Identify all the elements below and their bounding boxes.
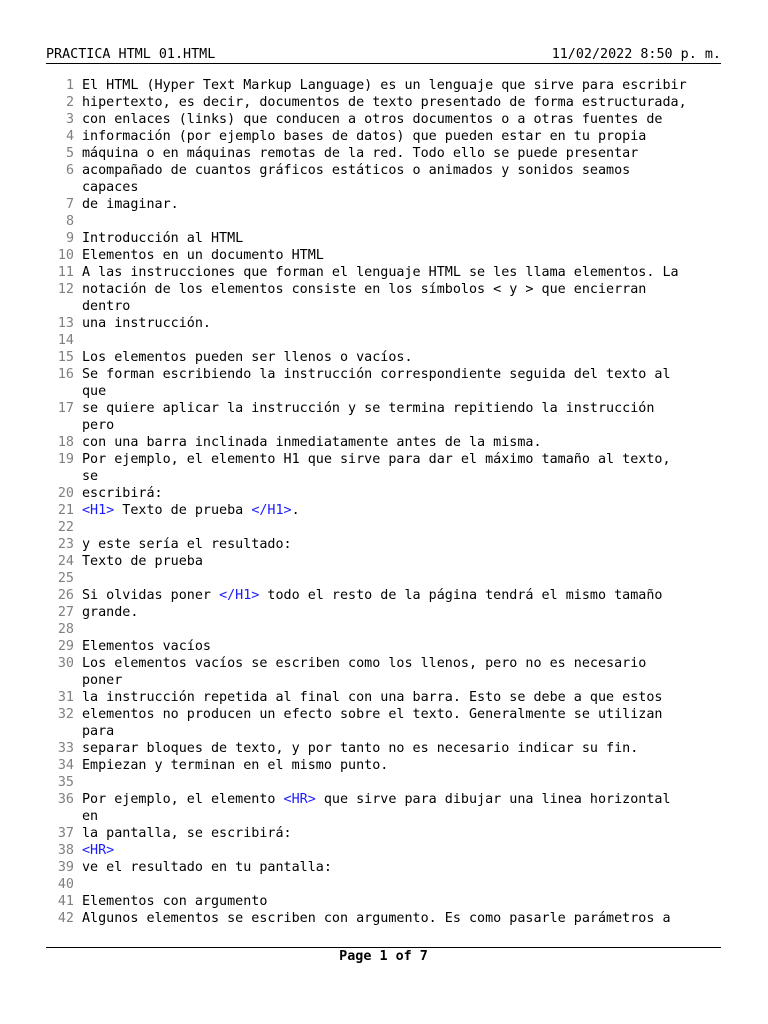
code-line xyxy=(46,621,726,638)
code-line xyxy=(46,451,726,485)
wrapped-text: dentro xyxy=(82,299,131,314)
line-number: 22 xyxy=(57,520,74,535)
code-line xyxy=(46,876,726,893)
code-line xyxy=(46,791,726,825)
line-number: 38 xyxy=(57,843,74,858)
line-number: 36 xyxy=(57,792,74,807)
line-text xyxy=(82,791,726,825)
text-segment: con enlaces (links) que conducen a otros documentos o a otras fuentes de xyxy=(82,112,663,127)
text-segment: acompañado de cuantos gráficos estáticos o animados y sonidos seamos xyxy=(82,163,631,178)
code-line xyxy=(46,587,726,604)
line-number: 15 xyxy=(57,350,74,365)
line-number: 41 xyxy=(57,894,74,909)
line-text xyxy=(82,400,726,434)
code-line xyxy=(46,774,726,791)
line-text xyxy=(82,128,726,145)
code-line xyxy=(46,332,726,349)
code-line xyxy=(46,842,726,859)
line-text xyxy=(82,485,726,502)
line-number: 23 xyxy=(57,537,74,552)
line-number: 39 xyxy=(57,860,74,875)
line-text xyxy=(82,111,726,128)
code-line xyxy=(46,247,726,264)
text-segment: Se forman escribiendo la instrucción correspondiente seguida del texto al xyxy=(82,367,671,382)
line-text xyxy=(82,570,726,587)
code-line xyxy=(46,434,726,451)
code-line xyxy=(46,536,726,553)
text-segment: Por ejemplo, el elemento H1 que sirve para dar el máximo tamaño al texto, xyxy=(82,452,671,467)
code-line xyxy=(46,638,726,655)
text-segment: información (por ejemplo bases de datos) que pueden estar en tu propia xyxy=(82,129,647,144)
code-line xyxy=(46,196,726,213)
text-segment: A las instrucciones que forman el lenguaje HTML se les llama elementos. La xyxy=(82,265,679,280)
text-segment: una instrucción. xyxy=(82,316,211,331)
text-segment: Si olvidas poner xyxy=(82,588,220,603)
line-number: 30 xyxy=(57,656,74,671)
line-text xyxy=(82,621,726,638)
line-text xyxy=(82,94,726,111)
line-text xyxy=(82,247,726,264)
text-segment: separar bloques de texto, y por tanto no es necesario indicar su fin. xyxy=(82,741,639,756)
code-line xyxy=(46,315,726,332)
code-line xyxy=(46,162,726,196)
html-tag: </H1> xyxy=(219,588,260,603)
line-text xyxy=(82,604,726,621)
line-number: 19 xyxy=(57,452,74,467)
line-number: 2 xyxy=(65,95,74,110)
line-number: 33 xyxy=(57,741,74,756)
code-line xyxy=(46,859,726,876)
code-line xyxy=(46,689,726,706)
page-number: Page 1 of 7 xyxy=(339,949,428,964)
line-number: 11 xyxy=(57,265,74,280)
code-line xyxy=(46,264,726,281)
line-text xyxy=(82,332,726,349)
line-number: 37 xyxy=(57,826,74,841)
line-text xyxy=(82,587,726,604)
text-segment: y este sería el resultado: xyxy=(82,537,292,552)
line-number: 20 xyxy=(57,486,74,501)
line-text xyxy=(82,706,726,740)
line-number: 4 xyxy=(65,129,74,144)
line-text xyxy=(82,366,726,400)
html-tag: <HR> xyxy=(82,843,115,858)
line-number: 32 xyxy=(57,707,74,722)
line-text xyxy=(82,519,726,536)
line-text xyxy=(82,893,726,910)
line-text xyxy=(82,876,726,893)
wrapped-text: capaces xyxy=(82,180,139,195)
line-text xyxy=(82,655,726,689)
page-header xyxy=(46,42,721,64)
line-text xyxy=(82,315,726,332)
code-line xyxy=(46,230,726,247)
line-number: 3 xyxy=(65,112,74,127)
code-line xyxy=(46,485,726,502)
text-segment: la pantalla, se escribirá: xyxy=(82,826,292,841)
line-text xyxy=(82,910,726,927)
text-segment: máquina o en máquinas remotas de la red. Todo ello se puede presentar xyxy=(82,146,639,161)
wrapped-text: pero xyxy=(82,418,115,433)
text-segment: Elementos con argumento xyxy=(82,894,268,909)
line-text xyxy=(82,230,726,247)
wrapped-text: para xyxy=(82,724,115,739)
line-number: 16 xyxy=(57,367,74,382)
line-number: 31 xyxy=(57,690,74,705)
line-text xyxy=(82,740,726,757)
text-segment: la instrucción repetida al final con una barra. Esto se debe a que estos xyxy=(82,690,663,705)
code-line xyxy=(46,706,726,740)
line-text xyxy=(82,757,726,774)
code-line xyxy=(46,655,726,689)
line-text xyxy=(82,689,726,706)
text-segment: Elementos vacíos xyxy=(82,639,211,654)
text-segment: Los elementos vacíos se escriben como los llenos, pero no es necesario xyxy=(82,656,647,671)
line-number: 14 xyxy=(57,333,74,348)
line-text xyxy=(82,213,726,230)
text-segment: que sirve para dibujar una linea horizontal xyxy=(315,792,671,807)
line-number: 35 xyxy=(57,775,74,790)
line-number: 24 xyxy=(57,554,74,569)
line-number: 10 xyxy=(57,248,74,263)
code-line xyxy=(46,145,726,162)
text-segment: Introducción al HTML xyxy=(82,231,244,246)
text-segment: grande. xyxy=(82,605,139,620)
wrapped-text: se xyxy=(82,469,99,484)
code-line xyxy=(46,740,726,757)
line-text xyxy=(82,196,726,213)
text-segment: ve el resultado en tu pantalla: xyxy=(82,860,332,875)
text-segment: todo el resto de la página tendrá el mismo tamaño xyxy=(259,588,663,603)
line-text xyxy=(82,162,726,196)
wrapped-text: poner xyxy=(82,673,123,688)
line-text xyxy=(82,451,726,485)
line-text xyxy=(82,859,726,876)
line-number: 42 xyxy=(57,911,74,926)
wrapped-text: en xyxy=(82,809,99,824)
line-number: 25 xyxy=(57,571,74,586)
code-line xyxy=(46,519,726,536)
line-number: 6 xyxy=(65,163,74,178)
line-number: 29 xyxy=(57,639,74,654)
line-text xyxy=(82,434,726,451)
code-line xyxy=(46,77,726,94)
line-text xyxy=(82,264,726,281)
code-line xyxy=(46,570,726,587)
line-text xyxy=(82,842,726,859)
line-text xyxy=(82,349,726,366)
text-segment: Los elementos pueden ser llenos o vacíos. xyxy=(82,350,413,365)
line-text xyxy=(82,145,726,162)
text-segment: Algunos elementos se escriben con argumento. Es como pasarle parámetros a xyxy=(82,911,671,926)
code-line xyxy=(46,349,726,366)
line-number: 5 xyxy=(65,146,74,161)
line-number: 26 xyxy=(57,588,74,603)
print-datetime: 11/02/2022 8:50 p. m. xyxy=(551,47,721,62)
document-filename: PRACTICA HTML 01.HTML xyxy=(46,47,216,62)
code-line xyxy=(46,553,726,570)
line-number: 18 xyxy=(57,435,74,450)
html-tag: <HR> xyxy=(283,792,316,807)
code-line xyxy=(46,213,726,230)
header-divider xyxy=(46,63,721,64)
line-text xyxy=(82,536,726,553)
line-text xyxy=(82,281,726,315)
code-line xyxy=(46,111,726,128)
code-line xyxy=(46,893,726,910)
source-listing xyxy=(46,77,726,927)
code-line xyxy=(46,400,726,434)
line-text xyxy=(82,553,726,570)
text-segment: Empiezan y terminan en el mismo punto. xyxy=(82,758,389,773)
code-line xyxy=(46,502,726,519)
text-segment: de imaginar. xyxy=(82,197,179,212)
line-number: 7 xyxy=(65,197,74,212)
code-line xyxy=(46,604,726,621)
line-number: 12 xyxy=(57,282,74,297)
code-line xyxy=(46,128,726,145)
line-text xyxy=(82,77,726,94)
code-line xyxy=(46,281,726,315)
html-tag: <H1> xyxy=(82,503,115,518)
text-segment: Texto de prueba xyxy=(114,503,252,518)
text-segment: con una barra inclinada inmediatamente antes de la misma. xyxy=(82,435,542,450)
line-text xyxy=(82,774,726,791)
line-number: 13 xyxy=(57,316,74,331)
text-segment: El HTML (Hyper Text Markup Language) es un lenguaje que sirve para escribir xyxy=(82,78,687,93)
text-segment: escribirá: xyxy=(82,486,163,501)
line-text xyxy=(82,502,726,519)
line-number: 9 xyxy=(65,231,74,246)
text-segment: Elementos en un documento HTML xyxy=(82,248,324,263)
text-segment: hipertexto, es decir, documentos de texto presentado de forma estructurada, xyxy=(82,95,687,110)
code-line xyxy=(46,757,726,774)
text-segment: elementos no producen un efecto sobre el texto. Generalmente se utilizan xyxy=(82,707,663,722)
line-number: 8 xyxy=(65,214,74,229)
code-line xyxy=(46,94,726,111)
code-line xyxy=(46,910,726,927)
text-segment: notación de los elementos consiste en los símbolos < y > que encierran xyxy=(82,282,647,297)
text-segment: Por ejemplo, el elemento xyxy=(82,792,284,807)
line-text xyxy=(82,638,726,655)
line-number: 40 xyxy=(57,877,74,892)
line-number: 17 xyxy=(57,401,74,416)
text-segment: se quiere aplicar la instrucción y se termina repitiendo la instrucción xyxy=(82,401,655,416)
page-footer xyxy=(46,948,721,966)
line-number: 21 xyxy=(57,503,74,518)
line-number: 28 xyxy=(57,622,74,637)
wrapped-text: que xyxy=(82,384,107,399)
code-line xyxy=(46,366,726,400)
line-number: 27 xyxy=(57,605,74,620)
code-line xyxy=(46,825,726,842)
text-segment: . xyxy=(291,503,300,518)
text-segment: Texto de prueba xyxy=(82,554,203,569)
line-text xyxy=(82,825,726,842)
line-number: 1 xyxy=(65,78,74,93)
line-number: 34 xyxy=(57,758,74,773)
html-tag: </H1> xyxy=(251,503,292,518)
